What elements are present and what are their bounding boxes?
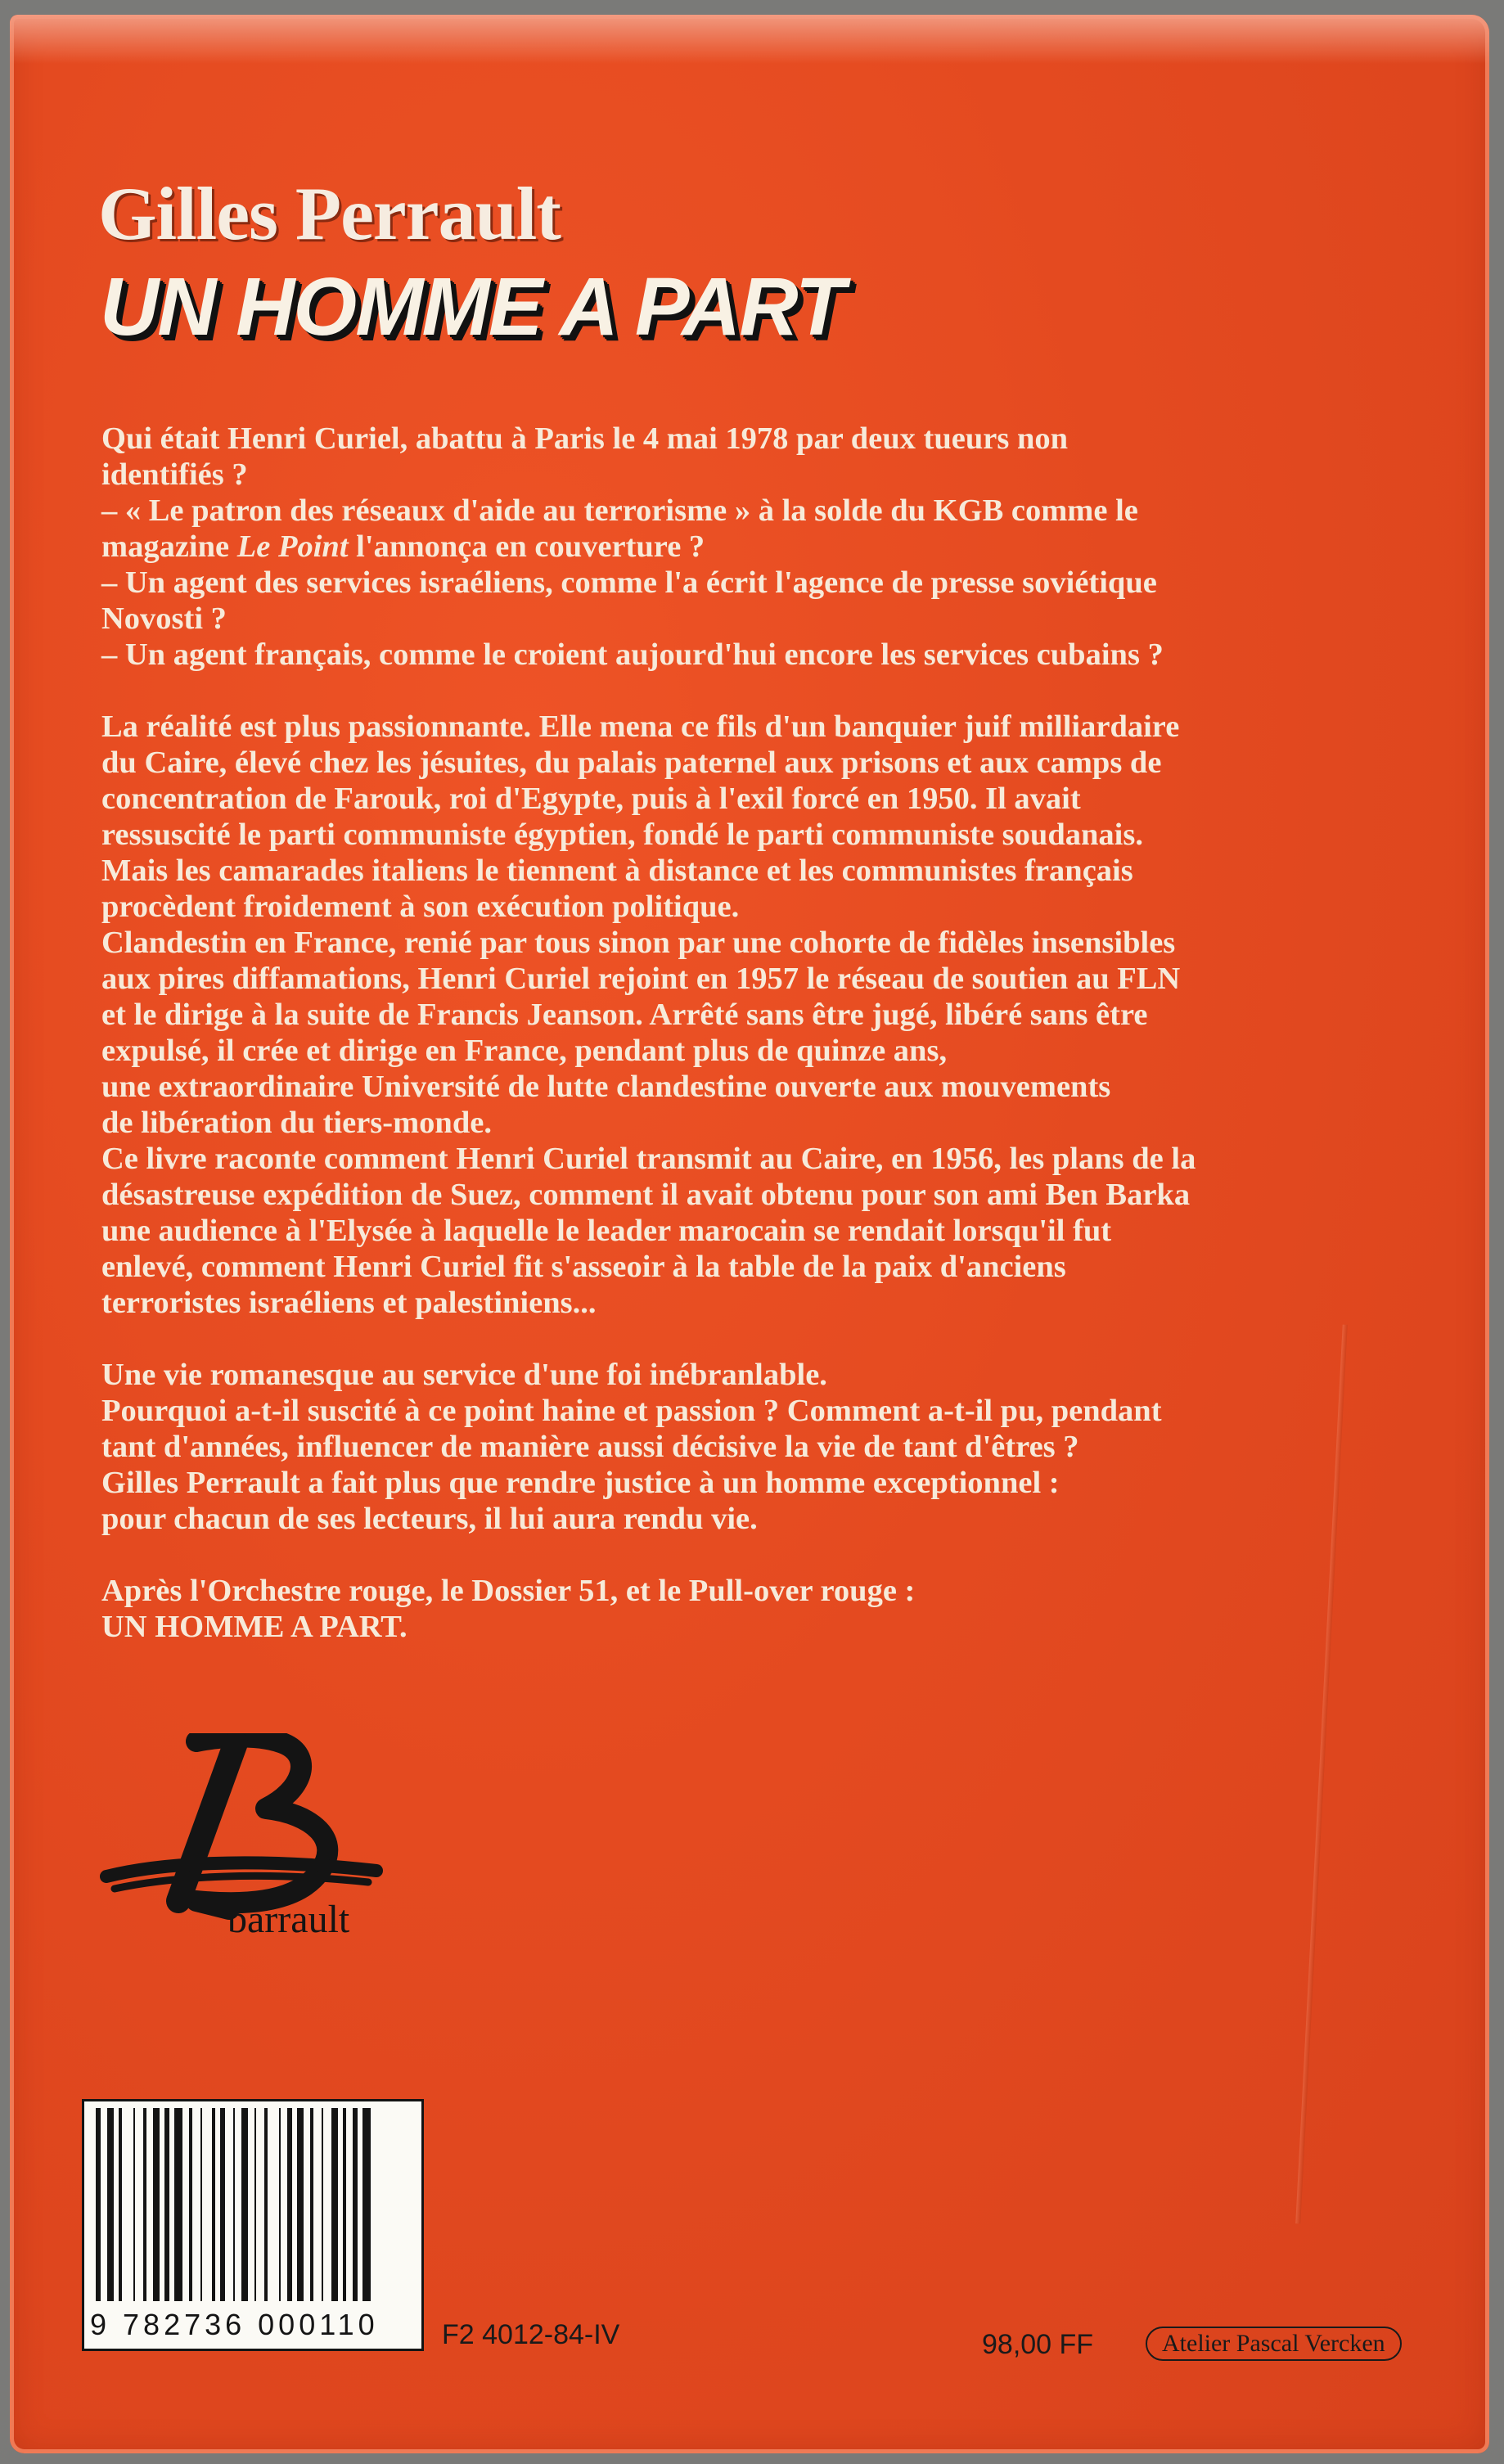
barcode-stripe bbox=[254, 2108, 256, 2301]
blurb-line-prefix: magazine bbox=[101, 529, 237, 564]
barcode-stripe bbox=[143, 2108, 146, 2301]
blurb-line: enlevé, comment Henri Curiel fit s'asseoir à la table de la paix d'anciens bbox=[101, 1250, 1066, 1284]
blurb-line: Une vie romanesque au service d'une foi inébranlable. bbox=[101, 1358, 827, 1392]
blurb-line: Gilles Perrault a fait plus que rendre justice à un homme exceptionnel : bbox=[101, 1466, 1060, 1500]
blurb-line: UN HOMME A PART. bbox=[101, 1610, 408, 1644]
barcode-stripe bbox=[287, 2108, 292, 2301]
blurb-line: – Un agent français, comme le croient aujourd'hui encore les services cubains ? bbox=[101, 637, 1164, 672]
barcode-stripe bbox=[264, 2108, 268, 2301]
blurb-line-le-point bbox=[101, 529, 1411, 565]
barcode-stripe bbox=[297, 2108, 304, 2301]
blurb-paragraph-1 bbox=[101, 421, 1411, 673]
blurb-paragraph-3 bbox=[101, 1357, 1411, 1537]
product-code: F2 4012-84-IV bbox=[442, 2319, 620, 2350]
barcode-stripe bbox=[133, 2108, 135, 2301]
blurb-line: Clandestin en France, renié par tous sinon par une cohorte de fidèles insensibles bbox=[101, 926, 1176, 960]
blurb-line: Ce livre raconte comment Henri Curiel transmit au Caire, en 1956, les plans de la bbox=[101, 1142, 1196, 1176]
barcode-stripe bbox=[353, 2108, 358, 2301]
blurb-line: – Un agent des services israéliens, comme l'a écrit l'agence de presse soviétique bbox=[101, 565, 1157, 600]
barcode-stripe bbox=[233, 2108, 235, 2301]
printer-imprint bbox=[1440, 2110, 1465, 2290]
blurb-line: concentration de Farouk, roi d'Egypte, puis à l'exil forcé en 1950. Il avait bbox=[101, 782, 1081, 816]
barcode-stripe bbox=[331, 2108, 338, 2301]
blurb bbox=[101, 421, 1411, 1681]
barcode-stripe bbox=[362, 2108, 371, 2301]
barcode-stripe bbox=[107, 2108, 114, 2301]
blurb-line: tant d'années, influencer de manière aussi décisive la vie de tant d'êtres ? bbox=[101, 1430, 1079, 1464]
blurb-line: Après l'Orchestre rouge, le Dossier 51, et le Pull-over rouge : bbox=[101, 1574, 916, 1608]
book-title: UN HOMME A PART bbox=[100, 261, 844, 353]
blurb-line: ressuscité le parti communiste égyptien, fondé le parti communiste soudanais. bbox=[101, 818, 1143, 852]
publisher-name: barrault bbox=[227, 1898, 350, 1941]
blurb-line: et le dirige à la suite de Francis Jeanson. Arrêté sans être jugé, libéré sans être bbox=[101, 998, 1148, 1032]
blurb-line: La réalité est plus passionnante. Elle mena ce fils d'un banquier juif milliardaire bbox=[101, 709, 1180, 744]
worn-top-edge bbox=[10, 15, 1489, 64]
barcode-stripe bbox=[343, 2108, 346, 2301]
barcode-stripe bbox=[96, 2108, 101, 2301]
blurb-line: terroristes israéliens et palestiniens... bbox=[101, 1286, 597, 1320]
design-credit: Atelier Pascal Vercken bbox=[1146, 2327, 1402, 2361]
barcode-stripe bbox=[220, 2108, 225, 2301]
barcode-stripe bbox=[153, 2108, 160, 2301]
blurb-line: identifiés ? bbox=[101, 457, 248, 492]
blurb-line: – « Le patron des réseaux d'aide au terrorisme » à la solde du KGB comme le bbox=[101, 493, 1138, 528]
blurb-paragraph-4 bbox=[101, 1573, 1411, 1645]
barcode-stripe bbox=[241, 2108, 248, 2301]
barcode-stripe bbox=[212, 2108, 215, 2301]
blurb-line: Novosti ? bbox=[101, 601, 227, 636]
blurb-line: Mais les camarades italiens le tiennent à distance et les communistes français bbox=[101, 854, 1133, 888]
blurb-line: aux pires diffamations, Henri Curiel rejoint en 1957 le réseau de soutien au FLN bbox=[101, 962, 1181, 996]
barcode-stripe bbox=[200, 2108, 202, 2301]
barcode-stripe bbox=[174, 2108, 182, 2301]
blurb-line: Pourquoi a-t-il suscité à ce point haine et passion ? Comment a-t-il pu, pendant bbox=[101, 1394, 1162, 1428]
price: 98,00 FF bbox=[982, 2329, 1094, 2360]
blurb-line-suffix: l'annonça en couverture ? bbox=[348, 529, 705, 564]
book-back-cover bbox=[10, 15, 1489, 2453]
blurb-line: Qui était Henri Curiel, abattu à Paris le 4 mai 1978 par deux tueurs non bbox=[101, 421, 1069, 456]
barcode-stripe bbox=[164, 2108, 169, 2301]
barcode-stripe bbox=[310, 2108, 313, 2301]
barcode-stripe bbox=[189, 2108, 192, 2301]
barcode-stripe bbox=[279, 2108, 281, 2301]
author-name: Gilles Perrault bbox=[98, 172, 561, 255]
barcode-stripe bbox=[322, 2108, 323, 2301]
blurb-line: de libération du tiers-monde. bbox=[101, 1106, 492, 1140]
barcode-icon bbox=[84, 2101, 421, 2306]
blurb-line: expulsé, il crée et dirige en France, pendant plus de quinze ans, bbox=[101, 1034, 948, 1068]
blurb-line: procèdent froidement à son exécution politique. bbox=[101, 890, 740, 924]
barcode-stripe bbox=[119, 2108, 122, 2301]
blurb-line: désastreuse expédition de Suez, comment il avait obtenu pour son ami Ben Barka bbox=[101, 1178, 1191, 1212]
blurb-paragraph-2 bbox=[101, 709, 1411, 1321]
blurb-line: une audience à l'Elysée à laquelle le leader marocain se rendait lorsqu'il fut bbox=[101, 1214, 1112, 1248]
barcode-number: 9 782736 000110 bbox=[90, 2308, 417, 2342]
magazine-name: Le Point bbox=[236, 529, 349, 564]
blurb-line: pour chacun de ses lecteurs, il lui aura rendu vie. bbox=[101, 1502, 758, 1536]
blurb-line: du Caire, élevé chez les jésuites, du palais paternel aux prisons et aux camps de bbox=[101, 746, 1162, 780]
blurb-line: une extraordinaire Université de lutte clandestine ouverte aux mouvements bbox=[101, 1070, 1111, 1104]
